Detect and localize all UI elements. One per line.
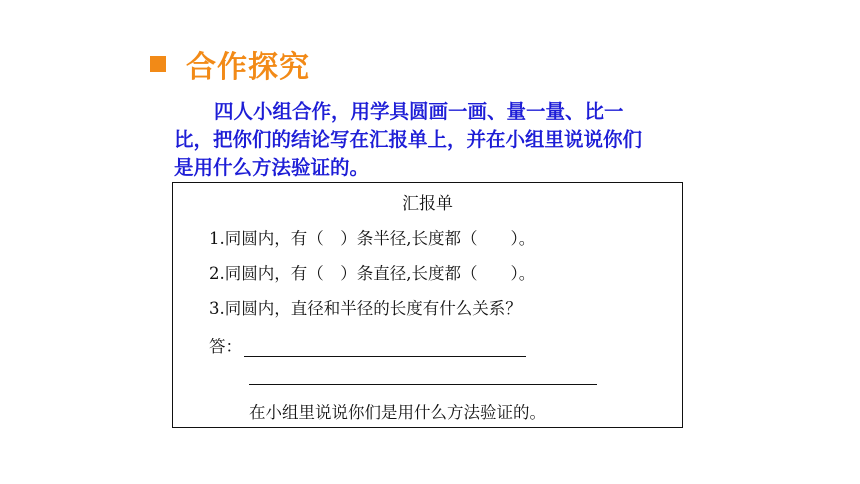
report-footer: 在小组里说说你们是用什么方法验证的。 [249, 403, 546, 422]
instruction-text: 四人小组合作，用学具圆画一画、量一量、比一比，把你们的结论写在汇报单上，并在小组里说说你们是用什么方法验证的。 [174, 100, 643, 179]
report-item-1: 1.同圆内，有（ ）条半径,长度都（ ）。 [209, 229, 536, 248]
square-bullet-icon [150, 56, 166, 72]
report-item-2: 2.同圆内，有（ ）条直径,长度都（ ）。 [209, 264, 536, 283]
answer-blank-line-1 [244, 338, 526, 357]
report-item-3: 3.同圆内，直径和半径的长度有什么关系？ [209, 299, 522, 318]
section-title: 合作探究 [186, 50, 310, 85]
report-title: 汇报单 [402, 194, 453, 214]
answer-label: 答： [209, 337, 242, 356]
section-heading [150, 42, 310, 86]
report-sheet [172, 182, 683, 428]
answer-row [209, 333, 526, 357]
answer-blank-line-2 [249, 384, 597, 385]
